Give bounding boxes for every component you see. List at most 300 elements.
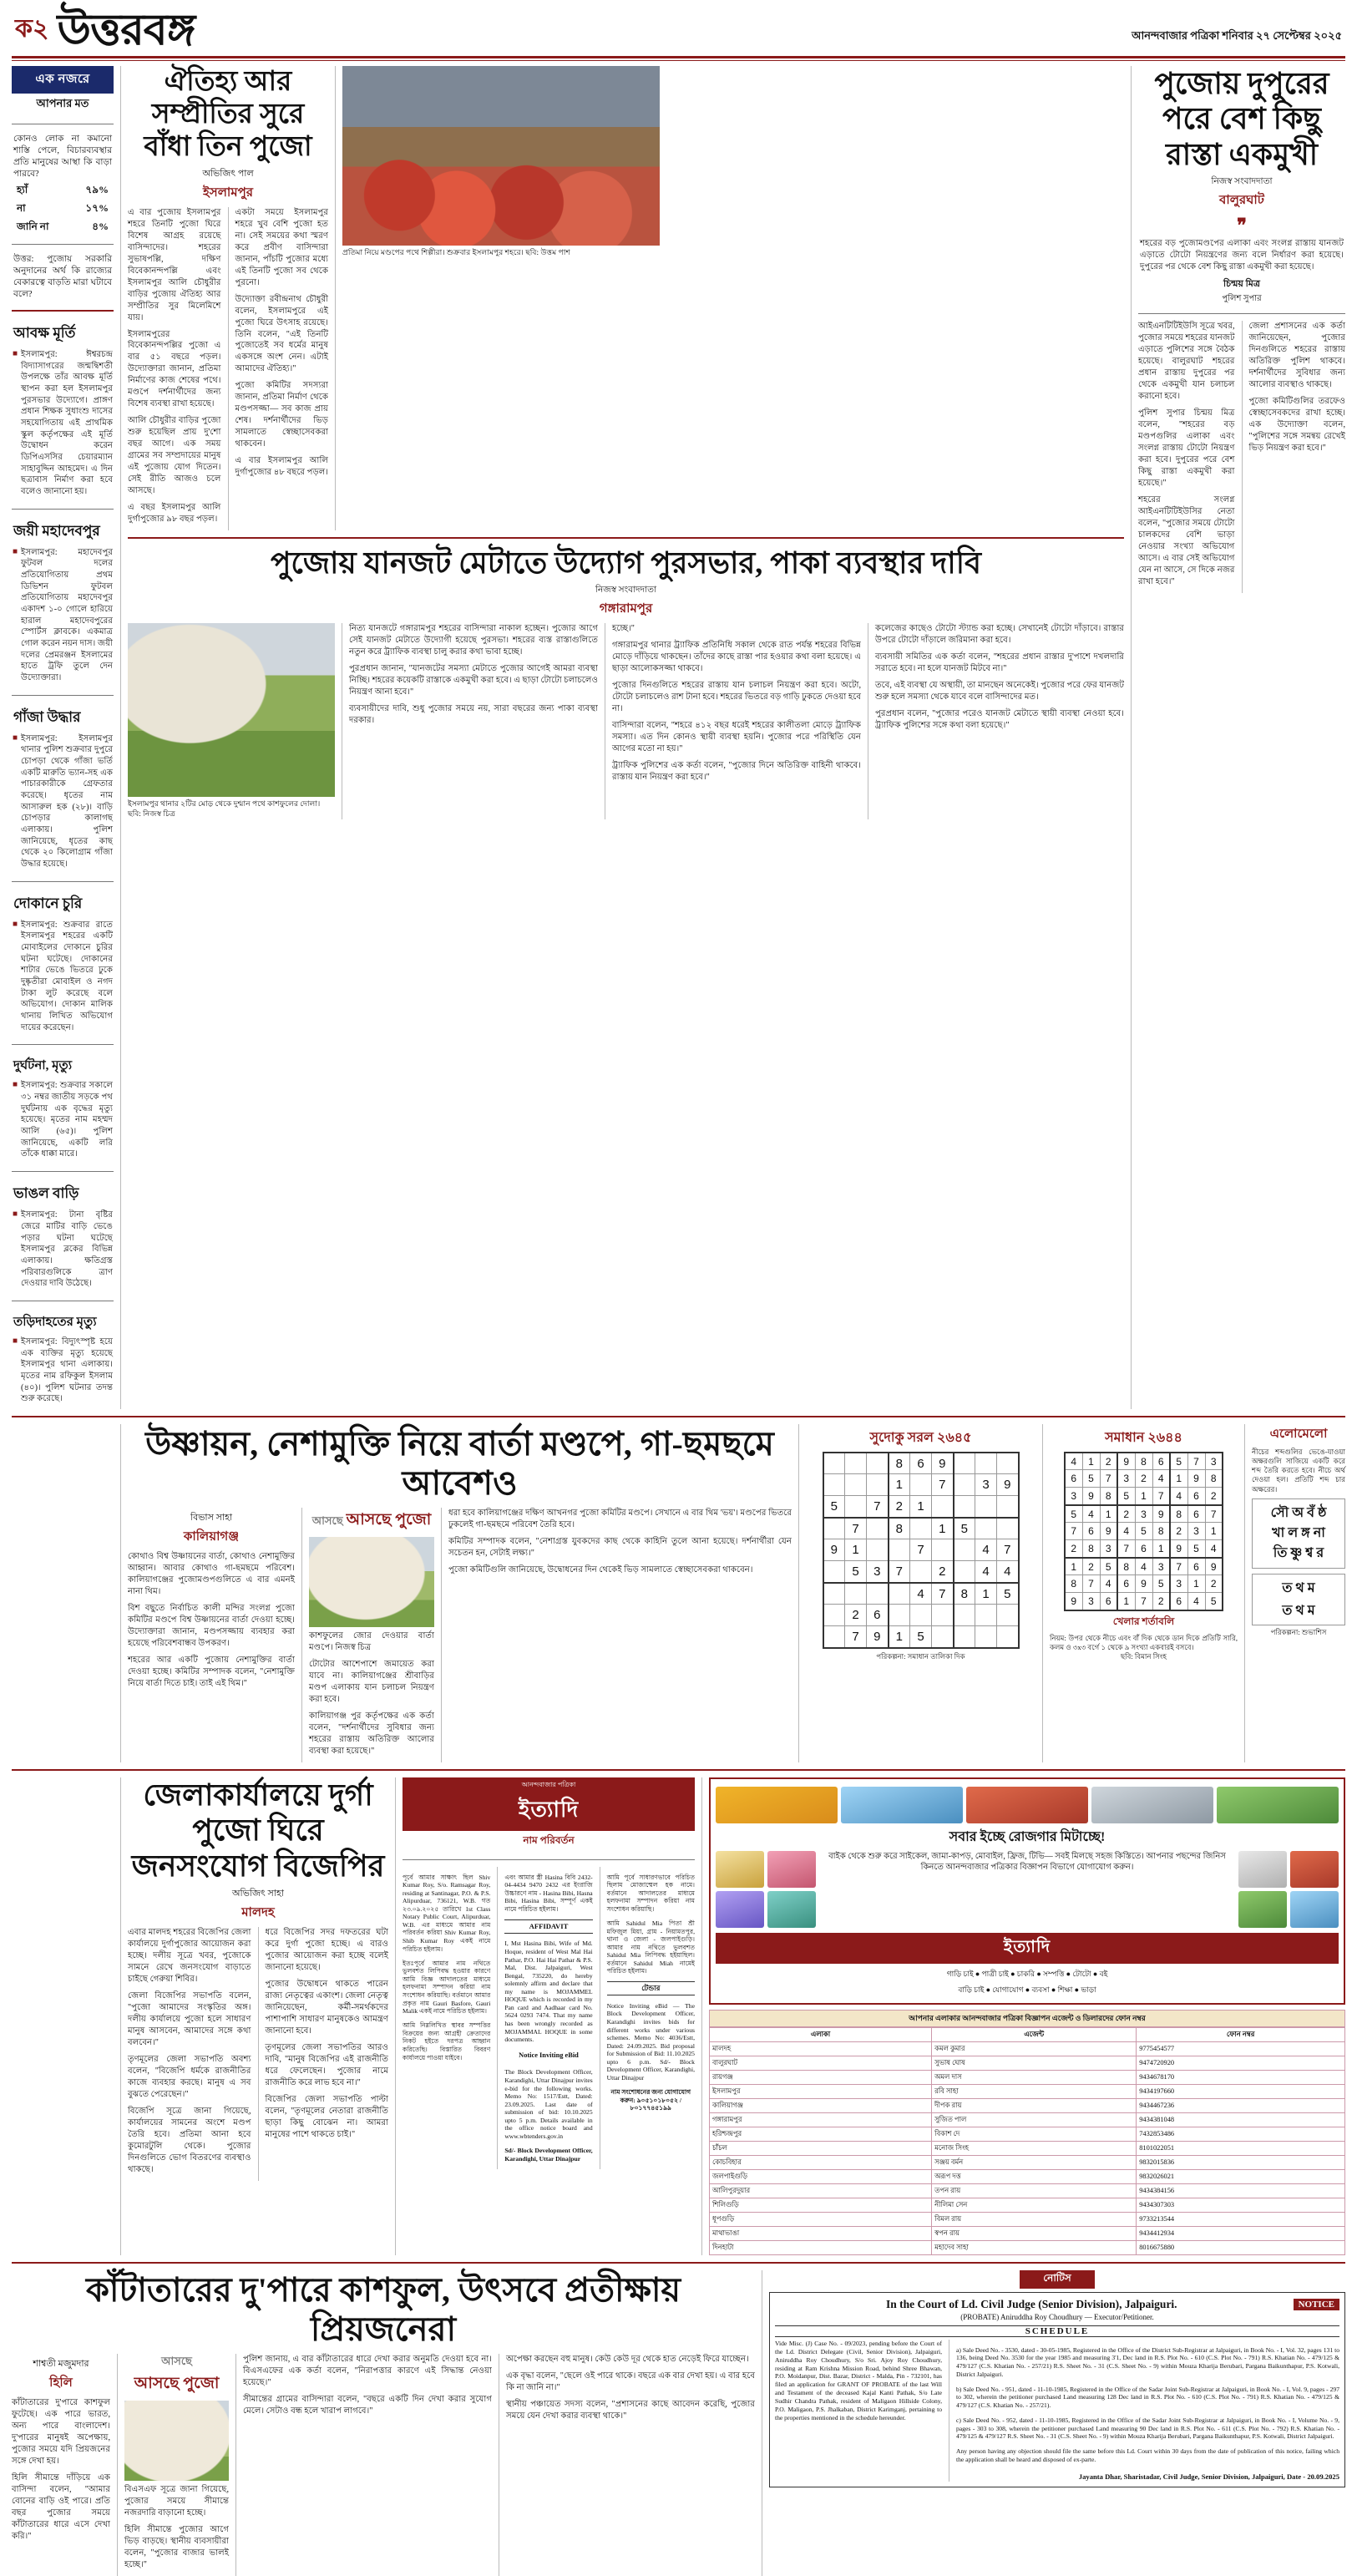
- cell-agent: মহাদেব সাহা: [932, 2240, 1137, 2254]
- rail-subheading: আপনার মত: [36, 97, 89, 109]
- sudoku-cell[interactable]: 7: [845, 1626, 867, 1648]
- plant-icon: [1238, 1891, 1287, 1928]
- sudoku-cell[interactable]: [997, 1496, 1019, 1518]
- brief-text: ইসলামপুর: ঈশ্বরচন্দ্র বিদ্যাসাগরের জন্মদ্বিশতী উপলক্ষে তাঁর আবক্ষ মূর্তি স্থাপন করা হল ইসলামপুর পুরসভার উদ্যোগে। প্রাঙ্গণ প্রধান শিক্ষক সুধাংশু দাসের সহযোগিতায় এই প্রাথমিক স্কুল কর্তৃপক্ষের এই মূর্তি উদ্বোধন করেন ডিপিএসসির চেয়ারম্যান সাহাবুদ্দিন আহমেদ। এ দিন ছত্রাবাস নির্মাণ করা হবে বলেও জানানো হয়।: [21, 349, 113, 496]
- sudoku-cell[interactable]: 1: [975, 1583, 997, 1605]
- sudoku-cell[interactable]: 8: [954, 1583, 975, 1605]
- sudoku-cell[interactable]: [867, 1453, 889, 1474]
- sudoku-cell: 8: [1135, 1453, 1152, 1470]
- paragraph: বাসিন্দারা বলেন, "শহরে ৪১২ বছর ধরেই শহরের কালীতলা মোড়ে ট্র্যাফিক সমস্যা। এত দিন কোনও স্থায়ী ব্যবস্থা হয়নি। পুজোর পরে পরিস্থিতি যেন আগের মতো না হয়।": [612, 721, 861, 754]
- sudoku-cell: 3: [1082, 1593, 1100, 1610]
- paragraph: কাঁটাতারের দু'পারে কাশফুল ফুটেছে। এক পারে ভারত, অন্য পারে বাংলাদেশ। দু'পারের মানুষই অপেক্ষায়, পুজোর সময়ে যদি প্রিয়জনের সঙ্গে দেখা হয়।: [12, 2398, 110, 2467]
- cell-agent: রবি সাহা: [932, 2084, 1137, 2098]
- paragraph: জেলা প্রশাসনের এক কর্তা জানিয়েছেন, পুজোর দিনগুলিতে শহরের রাস্তায় অতিরিক্ত পুলিশ থাকবে। দর্শনার্থীদের সুবিধার জন্য আলোর ব্যবস্থাও থাকছে।: [1248, 322, 1345, 390]
- bullet-icon: ■: [13, 1336, 18, 1346]
- cell-area: গঙ্গারামপুর: [710, 2112, 932, 2127]
- sudoku-cell[interactable]: 1: [889, 1474, 910, 1496]
- paragraph: পুলিশ জানায়, এ বার কাঁটাতারের ধারে দেখা করার অনুমতি দেওয়া হবে না। বিএসএফের এক কর্তা বলেন, "নিরাপত্তার কারণে এই সিদ্ধান্ত নেওয়া হয়েছে।": [243, 2355, 492, 2388]
- sudoku-cell[interactable]: 3: [975, 1474, 997, 1496]
- sudoku-cell[interactable]: 7: [932, 1474, 954, 1496]
- sudoku-cell[interactable]: 1: [889, 1626, 910, 1648]
- paragraph: গঙ্গারামপুর থানার ট্র্যাফিক প্রতিনিধি সকাল থেকে রাত পর্যন্ত শহরের বিভিন্ন মোড়ে দাঁড়িয়ে থাকছেন। তাঁদের কাছে রাস্তা পার হওয়ার কথা বলা হয়েছে। এ ছাড়া আলোকসজ্জা থাকবে।: [612, 641, 861, 674]
- sudoku-cell[interactable]: [975, 1496, 997, 1518]
- rail-brief: [12, 1052, 114, 1164]
- sudoku-cell[interactable]: 9: [997, 1474, 1019, 1496]
- elomelo-title: এলোমেলো: [1269, 1427, 1328, 1441]
- rail-brief: [12, 516, 114, 688]
- paragraph: সীমান্তের গ্রামের বাসিন্দারা বলেন, "বছরে একটি দিন দেখা করার সুযোগ মেলে। সেটাও বন্ধ হলে খারাপ লাগবে।": [243, 2395, 492, 2416]
- sudoku-cell: 1: [1065, 1558, 1082, 1575]
- pujo-badge: আসছে পুজো: [134, 2375, 220, 2393]
- story-tradition-headline: ঐতিহ্য আর সম্প্রীতির সুরে বাঁধা তিন পুজো: [144, 67, 312, 162]
- paragraph: তৃণমূলের জেলা সভাপতির আরও দাবি, "মানুষ বিজেপির এই রাজনীতি ধরে ফেলেছেন। পুজোর নামে রাজনীতি করে লাভ হবে না।": [265, 2043, 388, 2087]
- cell-phone: 9434381048: [1137, 2112, 1345, 2127]
- cell-area: কালিয়াগঞ্জ: [710, 2098, 932, 2112]
- sudoku-cell[interactable]: [932, 1539, 954, 1561]
- paragraph: হিলি সীমান্তে পুজোর আগে ভিড় বাড়ছে। স্থানীয় ব্যবসায়ীরা বলেন, "পুজোর বাজার ভালই হচ্ছে।": [124, 2525, 229, 2570]
- sudoku-cell[interactable]: 2: [932, 1561, 954, 1583]
- notice-label-bengali: নোটিস: [1020, 2270, 1095, 2289]
- paragraph: একটা সময়ে ইসলামপুর শহরে খুব বেশি পুজো হত না। সেই সময়ের কথা স্মরণ করে প্রবীণ বাসিন্দারা জানান, পাঁচটি পুজোর মধ্যে এই তিনটি পুজো সব থেকে পুরনো।: [235, 207, 328, 287]
- sudoku-cell: 2: [1117, 1505, 1135, 1523]
- poll-answer: উত্তর: পুজোয় সরকারি অনুদানের অর্থ কি রাজ্যের বেকারত্বে বাড়তি মারা ঘটাবে বলে?: [13, 255, 112, 300]
- sudoku-cell: 6: [1187, 1558, 1205, 1575]
- sudoku-cell: 4: [1152, 1470, 1170, 1488]
- sudoku-cell[interactable]: [823, 1474, 845, 1496]
- classified-entry: আমি নিম্নলিখিত স্থাবর সম্পত্তির বিক্রয়ের জন্য আগ্রহী ক্রেতাদের নিকট হইতে দরপত্র আহ্বান করিতেছি। বিস্তারিত বিবরণ কার্যালয়ে পাওয়া যাইবে।: [403, 2021, 491, 2061]
- story-traffic-byline: নিজস্ব সংবাদদাতা: [595, 586, 657, 596]
- sudoku-cell[interactable]: 9: [932, 1453, 954, 1474]
- sudoku-cell[interactable]: [932, 1605, 954, 1626]
- sudoku-cell[interactable]: [889, 1539, 910, 1561]
- cell-phone: 8101022051: [1137, 2141, 1345, 2155]
- sudoku-cell[interactable]: [823, 1561, 845, 1583]
- sudoku-cell[interactable]: 8: [889, 1518, 910, 1539]
- sudoku-cell: 7: [1170, 1558, 1187, 1575]
- paragraph: ধরে বিজেপির সদর দফতরের ঘটা করে দুর্গা পুজো হচ্ছে। এ বারও পুজোর আয়োজন করা হচ্ছে বলেই জানানো হয়েছে।: [265, 1928, 388, 1973]
- sudoku-cell[interactable]: [932, 1496, 954, 1518]
- sudoku-cell[interactable]: [823, 1605, 845, 1626]
- sudoku-cell: 3: [1152, 1558, 1170, 1575]
- sudoku-cell[interactable]: 8: [889, 1453, 910, 1474]
- sudoku-cell: 5: [1205, 1593, 1223, 1610]
- paragraph: এ বছর ইসলামপুর আলি দুর্গাপুজোর ৯৮ বছর পড়ল।: [128, 503, 221, 525]
- cell-agent: স্বপন রায়: [932, 2226, 1137, 2240]
- paragraph: এবার মালদহ শহরের বিজেপির জেলা কার্যালয়ে দুর্গাপুজোর আয়োজন করা হচ্ছে। দলীয় সূত্রে খবর, পুজোকে সামনে রেখে জনসংযোগ বাড়াতে চাইছে গেরুয়া শিবির।: [128, 1928, 251, 1985]
- brief-heading: তড়িদাহতের মৃত্যু: [13, 1315, 97, 1329]
- dateline: আনন্দবাজার পত্রিকা শনিবার ২৭ সেপ্টেম্বর ২০২৫: [1132, 29, 1342, 42]
- advert-brand: ইত্যাদি: [716, 1933, 1339, 1964]
- brief-text: ইসলামপুর: ইসলামপুর থানার পুলিশ শুক্রবার দুপুরে চোপড়া থেকে গাঁজা ভর্তি একটি মারুতি ভ্যান-সহ এক পাচারকারীকে গ্রেফতার করেছে। ধৃতের নাম আসারুল হক (২৮)। বাড়ি চোপড়ার কালাগছ এলাকায়। পুলিশ জানিয়েছে, ধৃতের কাছ থেকে ২০ কিলোগ্রাম গাঁজা উদ্ধার হয়েছে।: [21, 733, 113, 870]
- story-bjp-place: মালদহ: [241, 1906, 275, 1920]
- paragraph: পুরপ্রধান জানান, "যানজটের সমস্যা মেটাতে পুজোর আগেই আমরা ব্যবস্থা নিচ্ছি। শহরের কয়েকটি রাস্তাকে একমুখী করা হবে। এ ছাড়া টোটো চলাচলেও নিয়ন্ত্রণ আনা হবে।": [349, 664, 598, 697]
- cell-area: মালদহ: [710, 2041, 932, 2056]
- sudoku-cell[interactable]: [975, 1453, 997, 1474]
- sudoku-cell[interactable]: 6: [910, 1453, 932, 1474]
- advert-headline: সবার ইচ্ছে রোজগার মিটাচ্ছে!: [949, 1829, 1106, 1844]
- story-kashful-author: শাশ্বতী মজুমদার: [33, 2359, 89, 2370]
- classified-entry: Notice Inviting eBid — The Block Development Officer, Karandighi invites bids for different works under various schemes. Memo No: 4036/Estt, Dated: 24.09.2025. Bid proposal for Submission of Bid: 11.10.2025 upto 6 p.m. Sd/- Block Development Officer, Karandighi, Uttar Dinajpur: [606, 2001, 695, 2082]
- cell-area: দিনহাটা: [710, 2240, 932, 2254]
- sudoku-cell[interactable]: [845, 1496, 867, 1518]
- story-kashful-headline: কাঁটাতারের দু'পারে কাশফুল, উৎসবে প্রতীক্ষায় প্রিয়জনেরা: [85, 2270, 681, 2349]
- sudoku-cell: 5: [1135, 1523, 1152, 1540]
- sudoku-cell[interactable]: [954, 1453, 975, 1474]
- story-warming-headline: উষ্ণায়ন, নেশামুক্তি নিয়ে বার্তা মণ্ডপে, গা-ছমছমে আবেশও: [145, 1424, 774, 1503]
- sudoku-cell: 9: [1117, 1453, 1135, 1470]
- sudoku-cell[interactable]: [889, 1583, 910, 1605]
- brief-text: ইসলামপুর: শুক্রবার রাতে ইসলামপুর শহরের একটি মোবাইলের দোকানে চুরির ঘটনা ঘটেছে। দোকানের শাটার ভেঙে ভিতরে ঢুকে দুষ্কৃতীরা মোবাইল ও নগদ টাকা লুট করেছে বলে অভিযোগ। দোকান মালিক থানায় লিখিত অভিযোগ দায়ের করেছেন।: [21, 920, 113, 1032]
- sudoku-cell[interactable]: 5: [845, 1561, 867, 1583]
- masthead-rule-thin: [12, 60, 1345, 61]
- elomelo-block: [1252, 1424, 1345, 1762]
- cell-area: চাঁচল: [710, 2141, 932, 2155]
- notice-badge: NOTICE: [1294, 2299, 1339, 2310]
- paragraph: হিলি সীমান্তে দাঁড়িয়ে এক বাসিন্দা বলেন, "আমার বোনের বাড়ি ওই পারে। প্রতি বছর পুজোর সময়ে কাঁটাতারের ধারে এসে দেখা করি।": [12, 2473, 110, 2541]
- paragraph: ইসলামপুরের বিবেকানন্দপল্লির পুজো এ বার ৫১ বছরে পড়ল। উদ্যোক্তারা জানান, প্রতিমা নির্মাণের কাজ শেষের পথে। মণ্ডপে দর্শনার্থীদের জন্য বিশেষ ব্যবস্থা রাখা হয়েছে।: [128, 329, 221, 409]
- sudoku-cell[interactable]: [975, 1626, 997, 1648]
- notice-signature: Jayanta Dhar, Sharistadar, Civil Judge, Senior Division, Jalpaiguri, Date - 20.09.2025: [1078, 2472, 1339, 2482]
- table-row: [710, 2112, 1345, 2127]
- photo-caption: ইসলামপুর থানার ২টির মোড় থেকে দুশ্মান পথে কাশফুলের দোলা। ছবি: নিজস্ব চিত্র: [128, 799, 321, 819]
- sudoku-cell: 1: [1135, 1488, 1152, 1505]
- schedule-item: b) Sale Deed No. - 951, dated - 11-10-1985, Registered in the Office of the Sadar Joint Sub-Registrar at Jalpaiguri, in Book No. - I, Vol. 9, pages - 297 to 302, wherein the petitioner purchased Land measuring 128 Dec land in R.S. Plot No. - 610 (C.S. Plot No. - 791) R.S. Khatian No. - 479/125 & 479/127 (C.S. Khatian No. - 257/21).: [956, 2385, 1339, 2410]
- rail-brief: [12, 318, 114, 502]
- sudoku-cell: 7: [1152, 1488, 1170, 1505]
- sudoku-cell[interactable]: [845, 1583, 867, 1605]
- sudoku-cell: 5: [1065, 1505, 1082, 1523]
- brief-heading: আবক্ষ মূর্তি: [13, 324, 76, 341]
- cell-agent: অরূপ দত্ত: [932, 2169, 1137, 2183]
- paragraph: ধরা হবে কালিয়াগঞ্জের দক্ষিণ আখনগর পুজো কমিটির মণ্ডপে। সেখানে এ বার থিম 'ভয়'। মণ্ডপের ভিতরে ঢুকলেই গা-ছমছমে পরিবেশ তৈরি হবে।: [448, 1509, 792, 1530]
- table-row: [710, 2141, 1345, 2155]
- contact-phone[interactable]: নাম সংশোধনের জন্য যোগাযোগ করুন: ৯০৫১০১৮০৫২ / ৮০১৭৭৪৫১৯৯: [610, 2088, 691, 2112]
- ityadi-advert[interactable]: [709, 1777, 1345, 2005]
- sudoku-cell: 9: [1100, 1523, 1117, 1540]
- cell-area: বালুরঘাট: [710, 2056, 932, 2070]
- sudoku-cell: 3: [1170, 1575, 1187, 1593]
- paragraph: অপেক্ষা করছেন বহু মানুষ। কেউ কেউ দূর থেকে হাত নেড়েই ফিরে যাচ্ছেন।: [506, 2355, 749, 2365]
- sudoku-cell: 4: [1187, 1593, 1205, 1610]
- cell-agent: বিমল রায়: [932, 2212, 1137, 2226]
- column-header: এলাকা: [710, 2027, 932, 2041]
- sudoku-cell[interactable]: [997, 1518, 1019, 1539]
- sudoku-cell[interactable]: [954, 1561, 975, 1583]
- house-icon: [966, 1787, 1088, 1823]
- sudoku-cell[interactable]: [997, 1453, 1019, 1474]
- sudoku-cell: 4: [1117, 1523, 1135, 1540]
- sudoku-cell[interactable]: 7: [997, 1539, 1019, 1561]
- sudoku-cell[interactable]: 5: [997, 1583, 1019, 1605]
- cell-agent: মনোজ সিংহ: [932, 2141, 1137, 2155]
- sudoku-cell: 2: [1082, 1558, 1100, 1575]
- story-bjp-author: অভিজিৎ সাহা: [232, 1889, 284, 1899]
- sudoku-cell: 1: [1117, 1593, 1135, 1610]
- sudoku-cell[interactable]: 9: [823, 1539, 845, 1561]
- paragraph: টোটোর আশেপাশে জমায়েত করা যাবে না। কালিয়াগঞ্জের শ্রীবাড়ির মণ্ডপ এলাকায় যান চলাচল নিয়ন্ত্রণ করা হবে।: [309, 1660, 434, 1705]
- sudoku-rules-text: নিয়ম: উপর থেকে নীচে এবং বাঁ দিক থেকে ডান দিকে প্রতিটি সারি, কলম ও ৩x৩ বর্গে ১ থেকে ৯ সংখ্যা একবারই বসবে।: [1050, 1633, 1238, 1652]
- brief-text: ইসলামপুর: টানা বৃষ্টির জেরে মাটির বাড়ি ভেঙে পড়ার ঘটনা ঘটেছে ইসলামপুর ব্লকের বিভিন্ন এলাকায়। ক্ষতিগ্রস্ত পরিবারগুলিকে ত্রাণ দেওয়ার দাবি উঠেছে।: [21, 1210, 113, 1289]
- sudoku-cell[interactable]: [867, 1583, 889, 1605]
- sudoku-cell[interactable]: 7: [867, 1496, 889, 1518]
- sudoku-cell[interactable]: [823, 1453, 845, 1474]
- elomelo-row: সৌ অ বঁ ষ্ঠ: [1270, 1505, 1327, 1520]
- elomelo-row: খা ল ঙ্গ না: [1272, 1525, 1325, 1540]
- rail-brief: [12, 1308, 114, 1409]
- notice-preamble: Vide Misc. (J) Case No. - 09/2023, pending before the Court of the Ld. District Delegate (Civil, Senior Division), Jalpaiguri, Aniruddha Roy Choudhury, S/o Sri. Ajoy Roy Choudhury, residing at Ram Krishna Mission Road, behind Shree Bhawan, P.O. Moidanpur, Dist. Bazar, District - Malda, Pin - 732101, has filed an application for GRANT OF PROBATE of the last Will and Testament of the deceased Kajal Kanti Pathak, S/o Late Sudhir Chandra Pathak, resident of Maligaon Hillside Colony, P.O. Maligaon, P.S. Jhalkaban, District Karimganj, pertaining to the properties mentioned in the schedule hereunder.: [775, 2339, 942, 2421]
- sudoku-cell[interactable]: [954, 1474, 975, 1496]
- fridge-icon: [716, 1851, 764, 1888]
- sudoku-cell[interactable]: [954, 1626, 975, 1648]
- cell-area: রায়গঞ্জ: [710, 2070, 932, 2084]
- sudoku-cell[interactable]: 2: [845, 1605, 867, 1626]
- poll-question: কোনও লোক না কমানো শাস্তি পেলে, বিচারব্যবস্থার প্রতি মানুষের আস্থা কি বাড়া পারবে?: [13, 134, 112, 179]
- court-name: In the Court of Ld. Civil Judge (Senior Division), Jalpaiguri.: [886, 2297, 1177, 2310]
- sudoku-cell: 1: [1152, 1540, 1170, 1558]
- sudoku-cell: 3: [1135, 1505, 1152, 1523]
- cell-agent: নীলিমা সেন: [932, 2198, 1137, 2212]
- sudoku-cell[interactable]: 5: [910, 1626, 932, 1648]
- sudoku-cell[interactable]: [823, 1626, 845, 1648]
- story-oneway-place: বালুরঘাট: [1219, 194, 1264, 208]
- middle-section: [12, 1424, 1345, 1762]
- page-title: উত্তরবঙ্গ: [57, 6, 195, 54]
- table-row: [710, 2041, 1345, 2056]
- sudoku-cell[interactable]: [954, 1496, 975, 1518]
- sudoku-cell[interactable]: 7: [845, 1518, 867, 1539]
- sudoku-cell: 6: [1187, 1488, 1205, 1505]
- sudoku-solution-grid: [1064, 1452, 1223, 1611]
- paragraph: কালিয়াগঞ্জ পুর কর্তৃপক্ষের এক কর্তা বলেন, "দর্শনার্থীদের সুবিধার জন্য শহরের রাস্তায় অতিরিক্ত আলোর ব্যবস্থা করা হয়েছে।": [309, 1711, 434, 1756]
- sudoku-cell[interactable]: [867, 1518, 889, 1539]
- quote-attribution-name: চিন্ময় মিত্র: [1223, 279, 1260, 290]
- brief-heading: গাঁজা উদ্ধার: [13, 708, 81, 725]
- sudoku-cell[interactable]: 1: [932, 1518, 954, 1539]
- sudoku-cell[interactable]: [910, 1518, 932, 1539]
- sofa-icon: [767, 1891, 816, 1928]
- sudoku-cell: 2: [1205, 1488, 1223, 1505]
- cell-area: জলপাইগুড়ি: [710, 2169, 932, 2183]
- rail-band-label: এক নজরে: [12, 66, 114, 94]
- cell-area: আলিপুরদুয়ার: [710, 2183, 932, 2198]
- sudoku-cell[interactable]: [954, 1539, 975, 1561]
- sudoku-cell[interactable]: 4: [997, 1561, 1019, 1583]
- paragraph: পুজো কমিটিগুলির তরফেও স্বেচ্ছাসেবকদের রাখা হচ্ছে। এক উদ্যোক্তা বলেন, "পুলিশের সঙ্গে সমন্বয় রেখেই ভিড় নিয়ন্ত্রণ করা হবে।": [1248, 397, 1345, 453]
- table-row: [710, 2226, 1345, 2240]
- story-traffic-headline: পুজোয় যানজট মেটাতে উদ্যোগ পুরসভার, পাকা ব্যবস্থার দাবি: [270, 546, 982, 580]
- sudoku-cell: 6: [1152, 1453, 1170, 1470]
- sudoku-cell[interactable]: 3: [867, 1561, 889, 1583]
- table-row: [710, 2084, 1345, 2098]
- cell-area: হরিশ্চন্দ্রপুর: [710, 2127, 932, 2141]
- sudoku-cell[interactable]: [910, 1561, 932, 1583]
- bullet-icon: ■: [13, 919, 18, 929]
- sudoku-cell[interactable]: [997, 1605, 1019, 1626]
- classified-entry: পূর্বে আমার সাক্ষাৎ ছিল Shiv Kumar Roy, S/o. Ramsagar Roy, residing at Santinagar, P.O. & P.S. Alipurduar, 736121, W.B. গত ২৩.০৯.২০২৫ তারিখে 1st Class Notary Public Court, Alipurduar, W.B. এর মাধ্যমে আমার নাম পরিবর্তন করিয়া Shiv Kumar Roy, Shib Kumar Roy একই নামে পরিচিত হইলাম।: [403, 1873, 491, 1953]
- classified-entry: I, Mst Hasina Bibi, Wife of Md. Hoque, resident of West Mal Hai Pathar, P.O. Hai Hai Pathar & P.S. Mal, Dist. Jalpaiguri, West Bengal, 735220, do hereby solemnly affirm and declare that my name is MOJAMMEL HOQUE which is recorded in my Pan card and Aadhaar card No. 5624 0293 7474. That my name has been wrongly recorded as MOJAMMAL HOQUE in some documents.: [504, 1940, 593, 2044]
- classified-entry: The Block Development Officer, Karandighi, Uttar Dinajpur invites e-bid for the following works. Memo No: 1517/Estt, Dated: 23.09.2025. Last date of submission of bid: 10.10.2025 upto 5 p.m. Details available in the office notice board and www.wbtenders.gov.in: [504, 2068, 593, 2140]
- sudoku-cell: 5: [1187, 1540, 1205, 1558]
- kashful-field-photo: [128, 623, 335, 797]
- sudoku-cell[interactable]: 7: [932, 1583, 954, 1605]
- sudoku-cell[interactable]: [889, 1605, 910, 1626]
- quote-attribution-role: পুলিশ সুপার: [1222, 294, 1262, 304]
- sudoku-cell: 8: [1170, 1505, 1187, 1523]
- ityadi-block: [403, 1777, 695, 2255]
- sudoku-cell[interactable]: 1: [910, 1496, 932, 1518]
- sudoku-cell: 9: [1187, 1470, 1205, 1488]
- sudoku-cell: 8: [1205, 1470, 1223, 1488]
- paragraph: কলেজের কাছেও টোটো স্ট্যান্ড করা হচ্ছে। সেখানেই টোটো দাঁড়াবে। রাস্তার উপরে টোটো দাঁড়ালে জরিমানা করা হবে।: [875, 624, 1124, 646]
- bullet-icon: ■: [13, 546, 18, 556]
- paragraph: ব্যবসায়ীদের দাবি, শুধু পুজোর সময়ে নয়, সারা বছরের জন্য পাকা ব্যবস্থা দরকার।: [349, 704, 598, 726]
- sudoku-cell[interactable]: [823, 1518, 845, 1539]
- poll-option-label: না: [17, 202, 26, 215]
- sudoku-cell: 3: [1117, 1470, 1135, 1488]
- court-notice-block: [769, 2270, 1345, 2576]
- pujo-badge-prefix: আসছে: [161, 2355, 192, 2368]
- sudoku-cell[interactable]: [823, 1583, 845, 1605]
- sudoku-cell: 3: [1100, 1540, 1117, 1558]
- sudoku-cell[interactable]: [845, 1474, 867, 1496]
- classified-entry: ইতঃপূর্বে আমার নাম নথিতে ভুলবশত লিপিবদ্ধ হওয়ার কারণে আমি বিজ্ঞ আদালতের মাধ্যমে হলফনামা সম্পাদন করিয়া নাম সংশোধন করিয়াছি। বর্তমানে আমার প্রকৃত নাম Gauri Basfore, Gauri Malik একই নামে পরিচিত হইলাম।: [403, 1959, 491, 2016]
- sudoku-cell: 4: [1100, 1575, 1117, 1593]
- page-number: ক২: [15, 15, 49, 43]
- classified-entry: আমি পূর্বে সাধারণভাবে পরিচিত ছিলাম মোজাম্মেল হক নামে। বর্তমানে আদালতের মাধ্যমে হলফনামা সম্পাদন করিয়া নাম সংশোধন করিয়াছি।: [606, 1873, 695, 1913]
- sudoku-cell[interactable]: 5: [823, 1496, 845, 1518]
- cell-phone: 9832015836: [1137, 2155, 1345, 2169]
- story-kashful-place: হিলি: [49, 2376, 73, 2391]
- elomelo-letters-box[interactable]: [1252, 1498, 1345, 1569]
- sudoku-cell[interactable]: [910, 1474, 932, 1496]
- table-row: [710, 2169, 1345, 2183]
- sudoku-cell[interactable]: 4: [975, 1561, 997, 1583]
- sudoku-cell[interactable]: [997, 1626, 1019, 1648]
- photo-caption: কাশফুলের জোর দেওয়ার বার্তা মণ্ডপে। নিজস্ব চিত্র: [309, 1631, 434, 1653]
- cell-phone: 9434678170: [1137, 2070, 1345, 2084]
- sudoku-cell: 5: [1100, 1558, 1117, 1575]
- cell-phone: 9434467236: [1137, 2098, 1345, 2112]
- sudoku-cell: 6: [1100, 1593, 1117, 1610]
- brief-heading: ভাঙল বাড়ি: [13, 1185, 79, 1202]
- bullet-icon: ■: [13, 733, 18, 743]
- cell-phone: 7432853486: [1137, 2127, 1345, 2141]
- sudoku-cell: 7: [1205, 1505, 1223, 1523]
- story-bjp: [128, 1777, 388, 2255]
- paragraph: কমিটির সম্পাদক বলেন, "নেশাগ্রস্ত যুবকদের কাছ থেকে কাহিনি তুলে আনা হয়েছে। দর্শনার্থীরা যেন সচেতন হন, সেটাই লক্ষ্য।": [448, 1537, 792, 1559]
- table-row: [710, 2056, 1345, 2070]
- cell-agent: বিকাশ দে: [932, 2127, 1137, 2141]
- sudoku-puzzle-credit: পরিকল্পনা: সমাধান তালিকা দিক: [876, 1651, 965, 1661]
- sudoku-cell: 9: [1065, 1593, 1082, 1610]
- sudoku-cell: 7: [1117, 1540, 1135, 1558]
- elomelo-row: তি ষ্ণু শ্ব র: [1273, 1545, 1324, 1560]
- table-row: [710, 2155, 1345, 2169]
- story-warming-place: কালিয়াগঞ্জ: [183, 1530, 240, 1544]
- sudoku-cell[interactable]: [932, 1626, 954, 1648]
- poll-option-label: হ্যাঁ: [17, 184, 28, 196]
- sudoku-cell[interactable]: 6: [867, 1605, 889, 1626]
- sudoku-cell: 4: [1135, 1558, 1152, 1575]
- kashful-photo: [309, 1537, 434, 1627]
- sudoku-cell[interactable]: [975, 1605, 997, 1626]
- cell-phone: 9434307303: [1137, 2198, 1345, 2212]
- cell-area: ইসলামপুর: [710, 2084, 932, 2098]
- agent-directory-table: [709, 2027, 1345, 2255]
- sudoku-cell[interactable]: [910, 1605, 932, 1626]
- paragraph: নিত্য যানজটে গঙ্গারামপুর শহরের বাসিন্দারা নাকাল হচ্ছেন। পুজোর আগে সেই যানজট মেটাতে উদ্যোগী হয়েছে পুরসভা। শহরের ব্যস্ত রাস্তাগুলিতে নতুন করে ট্র্যাফিক ব্যবস্থা চালু করার কথা ভাবা হচ্ছে।: [349, 624, 598, 657]
- sudoku-cell: 8: [1065, 1575, 1082, 1593]
- table-row: [710, 2127, 1345, 2141]
- story-oneway: [1138, 66, 1345, 1409]
- sudoku-cell: 5: [1152, 1575, 1170, 1593]
- sudoku-cell[interactable]: 1: [845, 1539, 867, 1561]
- paragraph: বিজেপি সূত্রে জানা গিয়েছে, কার্যালয়ের সামনের অংশে মণ্ডপ তৈরি হবে। প্রতিমা আনা হবে কুমোরটুলি থেকে। পুজোর দিনগুলিতে ভোগ বিতরণের ব্যবস্থাও থাকছে।: [128, 2106, 251, 2174]
- left-rail: [12, 66, 114, 1409]
- elomelo-answer: ত থ ম: [1282, 1603, 1315, 1618]
- sudoku-cell[interactable]: 7: [889, 1561, 910, 1583]
- sudoku-cell[interactable]: 4: [910, 1583, 932, 1605]
- story-warming: [128, 1424, 792, 1762]
- column-header: ফোন নম্বর: [1137, 2027, 1345, 2041]
- sudoku-cell: 7: [1082, 1575, 1100, 1593]
- sudoku-cell: 1: [1187, 1575, 1205, 1593]
- story-tradition-author: অভিজিৎ পাল: [202, 168, 254, 179]
- car-icon: [1091, 1787, 1213, 1823]
- cell-agent: কমল কুমার: [932, 2041, 1137, 2056]
- sudoku-cell[interactable]: 2: [889, 1496, 910, 1518]
- story-tradition: [128, 66, 328, 530]
- paragraph: পুজো কমিটিগুলি জানিয়েছে, উদ্বোধনের দিন থেকেই ভিড় সামলাতে স্বেচ্ছাসেবকরা থাকবেন।: [448, 1565, 753, 1575]
- sudoku-cell[interactable]: [845, 1453, 867, 1474]
- sudoku-puzzle-block: [806, 1424, 1035, 1762]
- schedule-item: c) Sale Deed No. - 952, dated - 11-10-1985, Registered in the Office of the Sadar Joint Sub-Registrar at Jalpaiguri, in Book No. - I, Volume No. - 9, pages - 303 to 308, wherein the petitioner purchased Land measuring 90 Dec land in R.S. Plot No. - 611 (C.S. Plot No. - 792) R.S. Khatian No. - 479/125 & 479/127 R.S. Sheet No. - 31 (C.S. Sheet No. - 9) within Mouza Kharija Berubari, Pargana Baikunthapur, P.S. Kotwali, District Jalpaiguri.: [956, 2416, 1339, 2441]
- paragraph: পুজোর দিনগুলিতে শহরের রাস্তায় যান চলাচল নিয়ন্ত্রণ করা হবে। অটো, টোটো চলাচলেও রাশ টানা হবে। শহরের ভিতরে বড় গাড়ি ঢুকতে দেওয়া হবে না।: [612, 681, 861, 714]
- directory-title: আপনার এলাকার আনন্দবাজার পত্রিকা বিজ্ঞাপন এজেন্ট ও ডিলারদের ফোন নম্বর: [709, 2010, 1345, 2027]
- cell-area: কোচবিহার: [710, 2155, 932, 2169]
- sudoku-cell: 6: [1170, 1593, 1187, 1610]
- advert-categories-line-1: গাড়ি চাই ● পাত্রী চাই ● চাকরি ● সম্পত্তি ● টোটো ● বই: [946, 1969, 1108, 1978]
- border-kashful-photo: [124, 2401, 229, 2481]
- sudoku-cell[interactable]: [867, 1539, 889, 1561]
- table-row: [710, 2240, 1345, 2254]
- elomelo-answer-box: [1252, 1574, 1345, 1625]
- notice-subtitle: (PROBATE) Aniruddha Roy Choudhury — Executor/Petitioner.: [960, 2312, 1154, 2321]
- story-oneway-byline: নিজস্ব সংবাদদাতা: [1211, 177, 1273, 187]
- books-icon: [1238, 1851, 1287, 1888]
- sudoku-cell[interactable]: 7: [910, 1539, 932, 1561]
- paragraph: জেলা বিজেপির সভাপতি বলেন, "পুজো আমাদের সংস্কৃতির অঙ্গ। দলীয় কার্যালয়ে পুজো হলে সাধারণ মানুষ আসবেন, আমাদের সঙ্গে কথা বলবেন।": [128, 1991, 251, 2048]
- sudoku-cell[interactable]: [975, 1518, 997, 1539]
- cell-area: শিলিগুড়ি: [710, 2198, 932, 2212]
- sudoku-cell[interactable]: 9: [867, 1626, 889, 1648]
- sudoku-cell[interactable]: [867, 1474, 889, 1496]
- sudoku-cell[interactable]: 4: [975, 1539, 997, 1561]
- sudoku-cell: 5: [1082, 1470, 1100, 1488]
- sudoku-cell: 8: [1117, 1558, 1135, 1575]
- sudoku-cell: 2: [1100, 1453, 1117, 1470]
- sudoku-cell[interactable]: 5: [954, 1518, 975, 1539]
- sudoku-cell[interactable]: [954, 1605, 975, 1626]
- paragraph: বিজেপির জেলা সভাপতি পাল্টা বলেন, "তৃণমূলের নেতারা রাজনীতি ছাড়া কিছু বোঝেন না। আমরা মানুষের পাশে থাকতে চাই।": [265, 2094, 388, 2139]
- paragraph: বিশ বছুতে নির্বাচিত কালী মন্দির সংলগ্ন পুজো কমিটির মণ্ডপে বিশ্ব উষ্ণায়নের বার্তা দেওয়া হচ্ছে। উদ্যোক্তারা জানান, মণ্ডপসজ্জায় ব্যবহার করা হয়েছে পরিবেশবান্ধব উপকরণ।: [128, 1604, 295, 1649]
- paragraph: পুরপ্রধান বলেন, "পুজোর পরেও যানজট মেটাতে স্থায়ী ব্যবস্থা নেওয়া হবে। ট্র্যাফিক পুলিশের সঙ্গে কথা বলা হয়েছে।": [875, 709, 1124, 731]
- lower-section: [12, 1777, 1345, 2255]
- sudoku-cell: 9: [1152, 1505, 1170, 1523]
- sudoku-cell: 8: [1152, 1523, 1170, 1540]
- sudoku-puzzle-grid[interactable]: [823, 1452, 1020, 1649]
- cell-phone: 9434197660: [1137, 2084, 1345, 2098]
